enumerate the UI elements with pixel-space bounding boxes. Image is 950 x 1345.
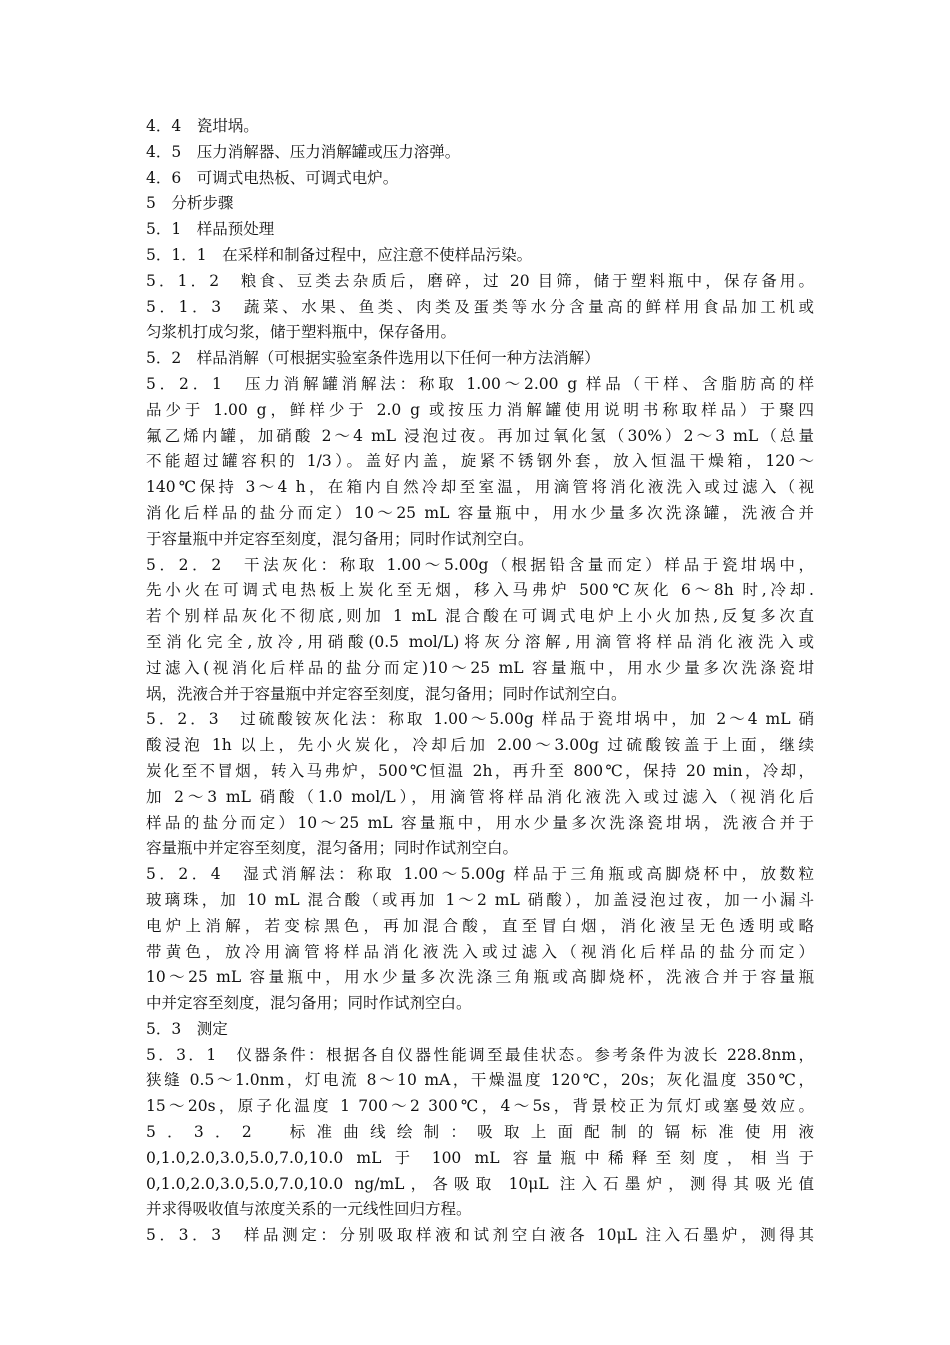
text-line: 4．5 压力消解器、压力消解罐或压力溶弹。 bbox=[146, 142, 461, 161]
text-line: 0,1.0,2.0,3.0,5.0,7.0,10.0 ng/mL，各吸取 10μL 注入石墨炉，测得其吸光值 bbox=[146, 1174, 814, 1193]
text-line: 电炉上消解，若变棕黑色，再加混合酸，直至冒白烟，消化液呈无色透明或略 bbox=[146, 916, 814, 935]
text-line: 140℃保持 3～4 h，在箱内自然冷却至室温，用滴管将消化液洗入或过滤入（视 bbox=[146, 478, 814, 497]
text-line: 5．3．2 标准曲线绘制：吸取上面配制的镉标准使用液 bbox=[146, 1123, 814, 1142]
text-line: 狭缝 0.5～1.0nm，灯电流 8～10 mA，干燥温度 120℃，20s；灰化温度 350℃， bbox=[146, 1071, 814, 1090]
text-line: 5．1 样品预处理 bbox=[146, 220, 275, 239]
text-line: 5．1．2 粮食、豆类去杂质后，磨碎，过 20 目筛，储于塑料瓶中，保存备用。 bbox=[146, 271, 814, 290]
text-line: 加 2～3 mL 硝酸（1.0 mol/L），用滴管将样品消化液洗入或过滤入（视消化后 bbox=[146, 787, 814, 806]
text-line: 4．6 可调式电热板、可调式电炉。 bbox=[146, 168, 399, 187]
text-line: 先小火在可调式电热板上炭化至无烟，移入马弗炉 500℃灰化 6～8h 时,冷却. bbox=[146, 581, 814, 600]
text-line: 至消化完全,放冷,用硝酸(0.5 mol/L)将灰分溶解,用滴管将样品消化液洗入或 bbox=[146, 632, 814, 651]
text-line: 于容量瓶中并定容至刻度，混匀备用；同时作试剂空白。 bbox=[146, 529, 534, 548]
text-line: 5．2．3 过硫酸铵灰化法：称取 1.00～5.00g 样品于瓷坩埚中，加 2～4 mL 硝 bbox=[146, 710, 814, 729]
text-line: 消化后样品的盐分而定）10～25 mL 容量瓶中，用水少量多次洗涤罐，洗液合并 bbox=[146, 503, 814, 522]
text-line: 样品的盐分而定）10～25 mL 容量瓶中，用水少量多次洗涤瓷坩埚，洗液合并于 bbox=[146, 813, 814, 832]
text-line: 带黄色，放冷用滴管将样品消化液洗入或过滤入（视消化后样品的盐分而定） bbox=[146, 942, 814, 961]
text-line: 并求得吸收值与浓度关系的一元线性回归方程。 bbox=[146, 1200, 472, 1219]
text-line: 5．1．3 蔬菜、水果、鱼类、肉类及蛋类等水分含量高的鲜样用食品加工机或 bbox=[146, 297, 814, 316]
text-line: 玻璃珠，加 10 mL 混合酸（或再加 1～2 mL 硝酸），加盖浸泡过夜，加一小漏斗 bbox=[146, 890, 814, 909]
text-line: 容量瓶中并定容至刻度，混匀备用；同时作试剂空白。 bbox=[146, 839, 519, 858]
text-line: 5．2．1 压力消解罐消解法：称取 1.00～2.00 g 样品（干样、含脂肪高的样 bbox=[146, 374, 814, 393]
text-line: 5．1．1 在采样和制备过程中，应注意不使样品污染。 bbox=[146, 245, 533, 264]
text-line: 中并定容至刻度，混匀备用；同时作试剂空白。 bbox=[146, 994, 472, 1013]
text-line: 过滤入(视消化后样品的盐分而定)10～25 mL 容量瓶中，用水少量多次洗涤瓷坩 bbox=[146, 658, 814, 677]
text-line: 若个别样品灰化不彻底,则加 1 mL 混合酸在可调式电炉上小火加热,反复多次直 bbox=[146, 607, 814, 626]
document-body bbox=[146, 114, 814, 1249]
text-line: 5．2 样品消解（可根据实验室条件选用以下任何一种方法消解） bbox=[146, 349, 600, 368]
text-line: 炭化至不冒烟，转入马弗炉，500℃恒温 2h，再升至 800℃，保持 20 min，冷却， bbox=[146, 761, 814, 780]
text-line: 5．2．2 干法灰化：称取 1.00～5.00g（根据铅含量而定）样品于瓷坩埚中， bbox=[146, 555, 814, 574]
text-line: 埚，洗液合并于容量瓶中并定容至刻度，混匀备用；同时作试剂空白。 bbox=[146, 684, 627, 703]
text-line: 10～25 mL 容量瓶中，用水少量多次洗涤三角瓶或高脚烧杯，洗液合并于容量瓶 bbox=[146, 968, 814, 987]
text-line: 品少于 1.00 g，鲜样少于 2.0 g 或按压力消解罐使用说明书称取样品）于聚四 bbox=[146, 400, 814, 419]
text-line: 0,1.0,2.0,3.0,5.0,7.0,10.0 mL 于 100 mL 容量瓶中稀释至刻度，相当于 bbox=[146, 1148, 814, 1167]
text-line: 5．3．1 仪器条件：根据各自仪器性能调至最佳状态。参考条件为波长 228.8nm， bbox=[146, 1045, 814, 1064]
text-line: 氟乙烯内罐，加硝酸 2～4 mL 浸泡过夜。再加过氧化氢（30%）2～3 mL（总量 bbox=[146, 426, 814, 445]
text-line: 5 分析步骤 bbox=[146, 194, 234, 213]
text-line: 匀浆机打成匀浆，储于塑料瓶中，保存备用。 bbox=[146, 323, 457, 342]
text-line: 15～20s，原子化温度 1 700～2 300℃，4～5s，背景校正为氘灯或塞曼效应。 bbox=[146, 1097, 814, 1116]
text-line: 5．3 测定 bbox=[146, 1019, 228, 1038]
text-line: 酸浸泡 1h 以上，先小火炭化，冷却后加 2.00～3.00g 过硫酸铵盖于上面，继续 bbox=[146, 736, 814, 755]
text-line: 5．3．3 样品测定：分别吸取样液和试剂空白液各 10μL 注入石墨炉，测得其 bbox=[146, 1226, 814, 1245]
text-line: 4．4 瓷坩埚。 bbox=[146, 117, 259, 135]
text-line: 5．2．4 湿式消解法：称取 1.00～5.00g 样品于三角瓶或高脚烧杯中，放数粒 bbox=[146, 865, 814, 884]
text-line: 不能超过罐容积的 1/3）。盖好内盖，旋紧不锈钢外套，放入恒温干燥箱，120～ bbox=[146, 452, 814, 471]
